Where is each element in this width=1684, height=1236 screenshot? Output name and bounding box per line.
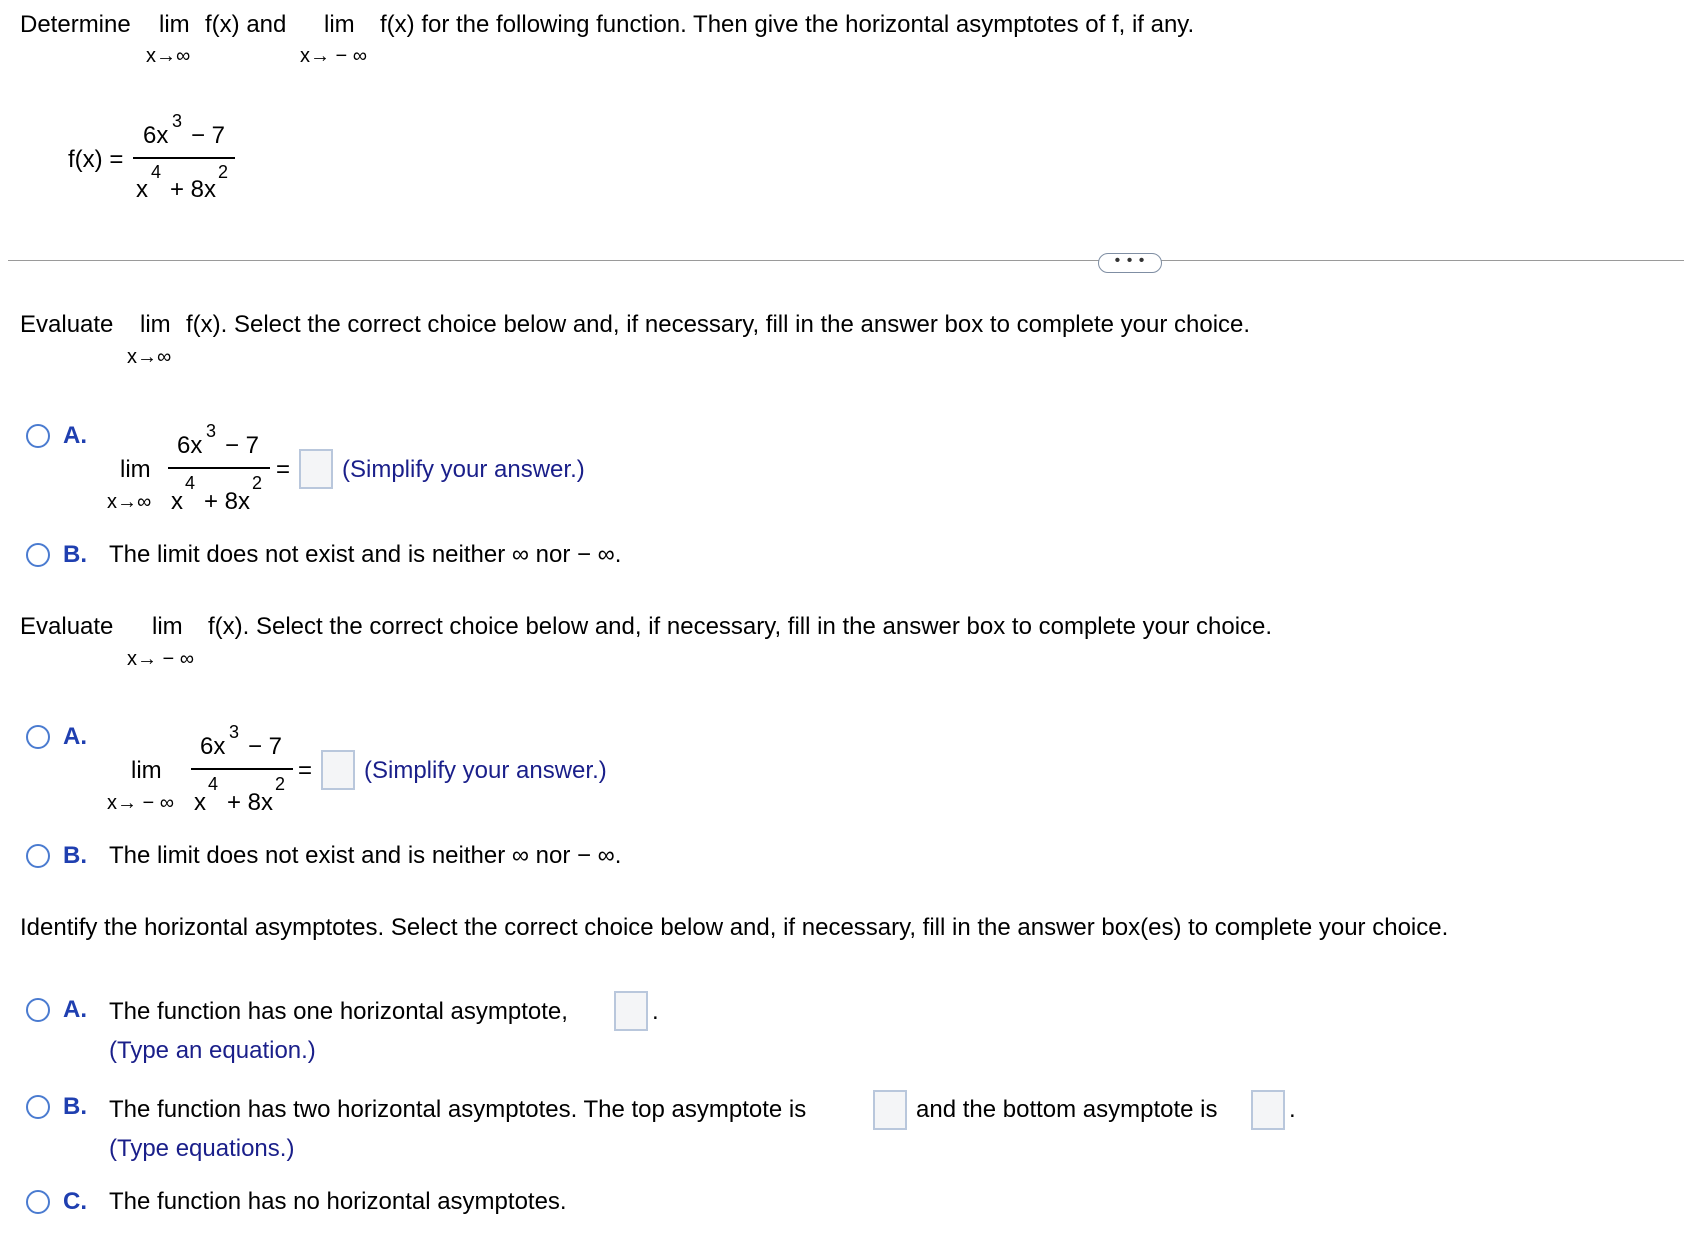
part3-bottom-asymptote-box[interactable]	[1251, 1090, 1285, 1130]
denominator-exponent-2: 2	[218, 162, 229, 182]
numerator-constant: − 7	[248, 733, 283, 760]
denominator-exponent-4: 4	[151, 162, 162, 182]
part3-choice-b-hint: (Type equations.)	[109, 1135, 295, 1162]
numerator-exponent: 3	[172, 111, 183, 131]
part1-lim-sub: x→∞	[127, 346, 172, 368]
part3-choice-b-text1: The function has two horizontal asymptotes. The top asymptote is	[109, 1096, 807, 1123]
part2-choice-a-hint: (Simplify your answer.)	[364, 757, 607, 784]
part1-choice-a-equals: =	[276, 456, 291, 483]
question-lim-sub-inf: x→∞	[146, 45, 191, 67]
part3-choice-c-letter: C.	[63, 1188, 87, 1215]
numerator-constant: − 7	[225, 432, 260, 459]
part2-choice-b-text: The limit does not exist and is neither ∞ nor − ∞.	[109, 842, 622, 869]
part1-choice-a-letter: A.	[63, 422, 87, 449]
part3-choice-b-period: .	[1289, 1096, 1296, 1123]
part2-instruction: f(x). Select the correct choice below and, if necessary, fill in the answer box to complete your choice.	[208, 613, 1273, 640]
denominator-exponent-4: 4	[185, 473, 196, 493]
part3-choice-b-text2: and the bottom asymptote is	[916, 1096, 1218, 1123]
fraction-bar	[168, 467, 270, 469]
denominator-x: x	[136, 176, 148, 203]
part2-choice-b-letter: B.	[63, 842, 87, 869]
part1-choice-a-lim: lim	[120, 456, 151, 483]
part3-choice-b-letter: B.	[63, 1093, 87, 1120]
part1-choice-b-letter: B.	[63, 541, 87, 568]
part2-choice-a-equals: =	[298, 757, 313, 784]
fraction-bar	[133, 157, 235, 159]
denominator-exponent-2: 2	[275, 774, 286, 794]
denominator-x: x	[194, 789, 206, 816]
part1-choice-a-radio[interactable]	[26, 424, 50, 448]
part1-choice-b-text: The limit does not exist and is neither ∞ nor − ∞.	[109, 541, 622, 568]
part1-choice-a-lim-sub: x→∞	[107, 491, 152, 513]
denominator-term: + 8x	[227, 789, 274, 816]
question-instruction: f(x) for the following function. Then give the horizontal asymptotes of f, if any.	[380, 11, 1195, 38]
part1-answer-box[interactable]	[299, 449, 333, 489]
fraction-bar	[191, 768, 293, 770]
part2-choice-a-letter: A.	[63, 723, 87, 750]
question-lim-1: lim	[159, 11, 190, 38]
numerator-exponent: 3	[229, 722, 240, 742]
part3-choice-a-hint: (Type an equation.)	[109, 1037, 316, 1064]
denominator-exponent-4: 4	[208, 774, 219, 794]
part3-choice-a-radio[interactable]	[26, 998, 50, 1022]
part3-choice-a-text: The function has one horizontal asymptote,	[109, 998, 568, 1025]
part2-choice-a-lim: lim	[131, 757, 162, 784]
part3-choice-a-period: .	[652, 998, 659, 1025]
part2-lim: lim	[152, 613, 183, 640]
part3-choice-a-letter: A.	[63, 996, 87, 1023]
part3-choice-c-text: The function has no horizontal asymptotes.	[109, 1188, 567, 1215]
numerator-constant: − 7	[191, 122, 226, 149]
part3-choice-b-radio[interactable]	[26, 1095, 50, 1119]
more-options-button[interactable]: • • •	[1098, 253, 1162, 273]
numerator-term: 6x	[200, 733, 226, 760]
part2-choice-a-radio[interactable]	[26, 725, 50, 749]
denominator-x: x	[171, 488, 183, 515]
part3-top-asymptote-box[interactable]	[873, 1090, 907, 1130]
part3-prompt: Identify the horizontal asymptotes. Select the correct choice below and, if necessary, fill in the answer box(es) to complete your choice.	[20, 914, 1449, 941]
numerator-term: 6x	[177, 432, 203, 459]
part2-choice-b-radio[interactable]	[26, 844, 50, 868]
numerator-exponent: 3	[206, 421, 217, 441]
denominator-term: + 8x	[170, 176, 217, 203]
part1-choice-a-hint: (Simplify your answer.)	[342, 456, 585, 483]
section-divider	[8, 260, 1684, 261]
part1-evaluate: Evaluate	[20, 311, 114, 338]
numerator-term: 6x	[143, 122, 169, 149]
question-lim-sub-neginf: x→ − ∞	[300, 45, 368, 67]
question-fx-and: f(x) and	[205, 11, 287, 38]
part3-choice-c-radio[interactable]	[26, 1190, 50, 1214]
part2-evaluate: Evaluate	[20, 613, 114, 640]
denominator-exponent-2: 2	[252, 473, 263, 493]
part3-asymptote-box[interactable]	[614, 991, 648, 1031]
part2-lim-sub: x→ − ∞	[127, 648, 195, 670]
question-determine: Determine	[20, 11, 131, 38]
part2-choice-a-lim-sub: x→ − ∞	[107, 792, 175, 814]
denominator-term: + 8x	[204, 488, 251, 515]
part1-instruction: f(x). Select the correct choice below and, if necessary, fill in the answer box to complete your choice.	[186, 311, 1251, 338]
question-lim-2: lim	[324, 11, 355, 38]
fx-label: f(x) =	[68, 146, 124, 173]
part1-lim: lim	[140, 311, 171, 338]
part1-choice-b-radio[interactable]	[26, 543, 50, 567]
part2-answer-box[interactable]	[321, 750, 355, 790]
